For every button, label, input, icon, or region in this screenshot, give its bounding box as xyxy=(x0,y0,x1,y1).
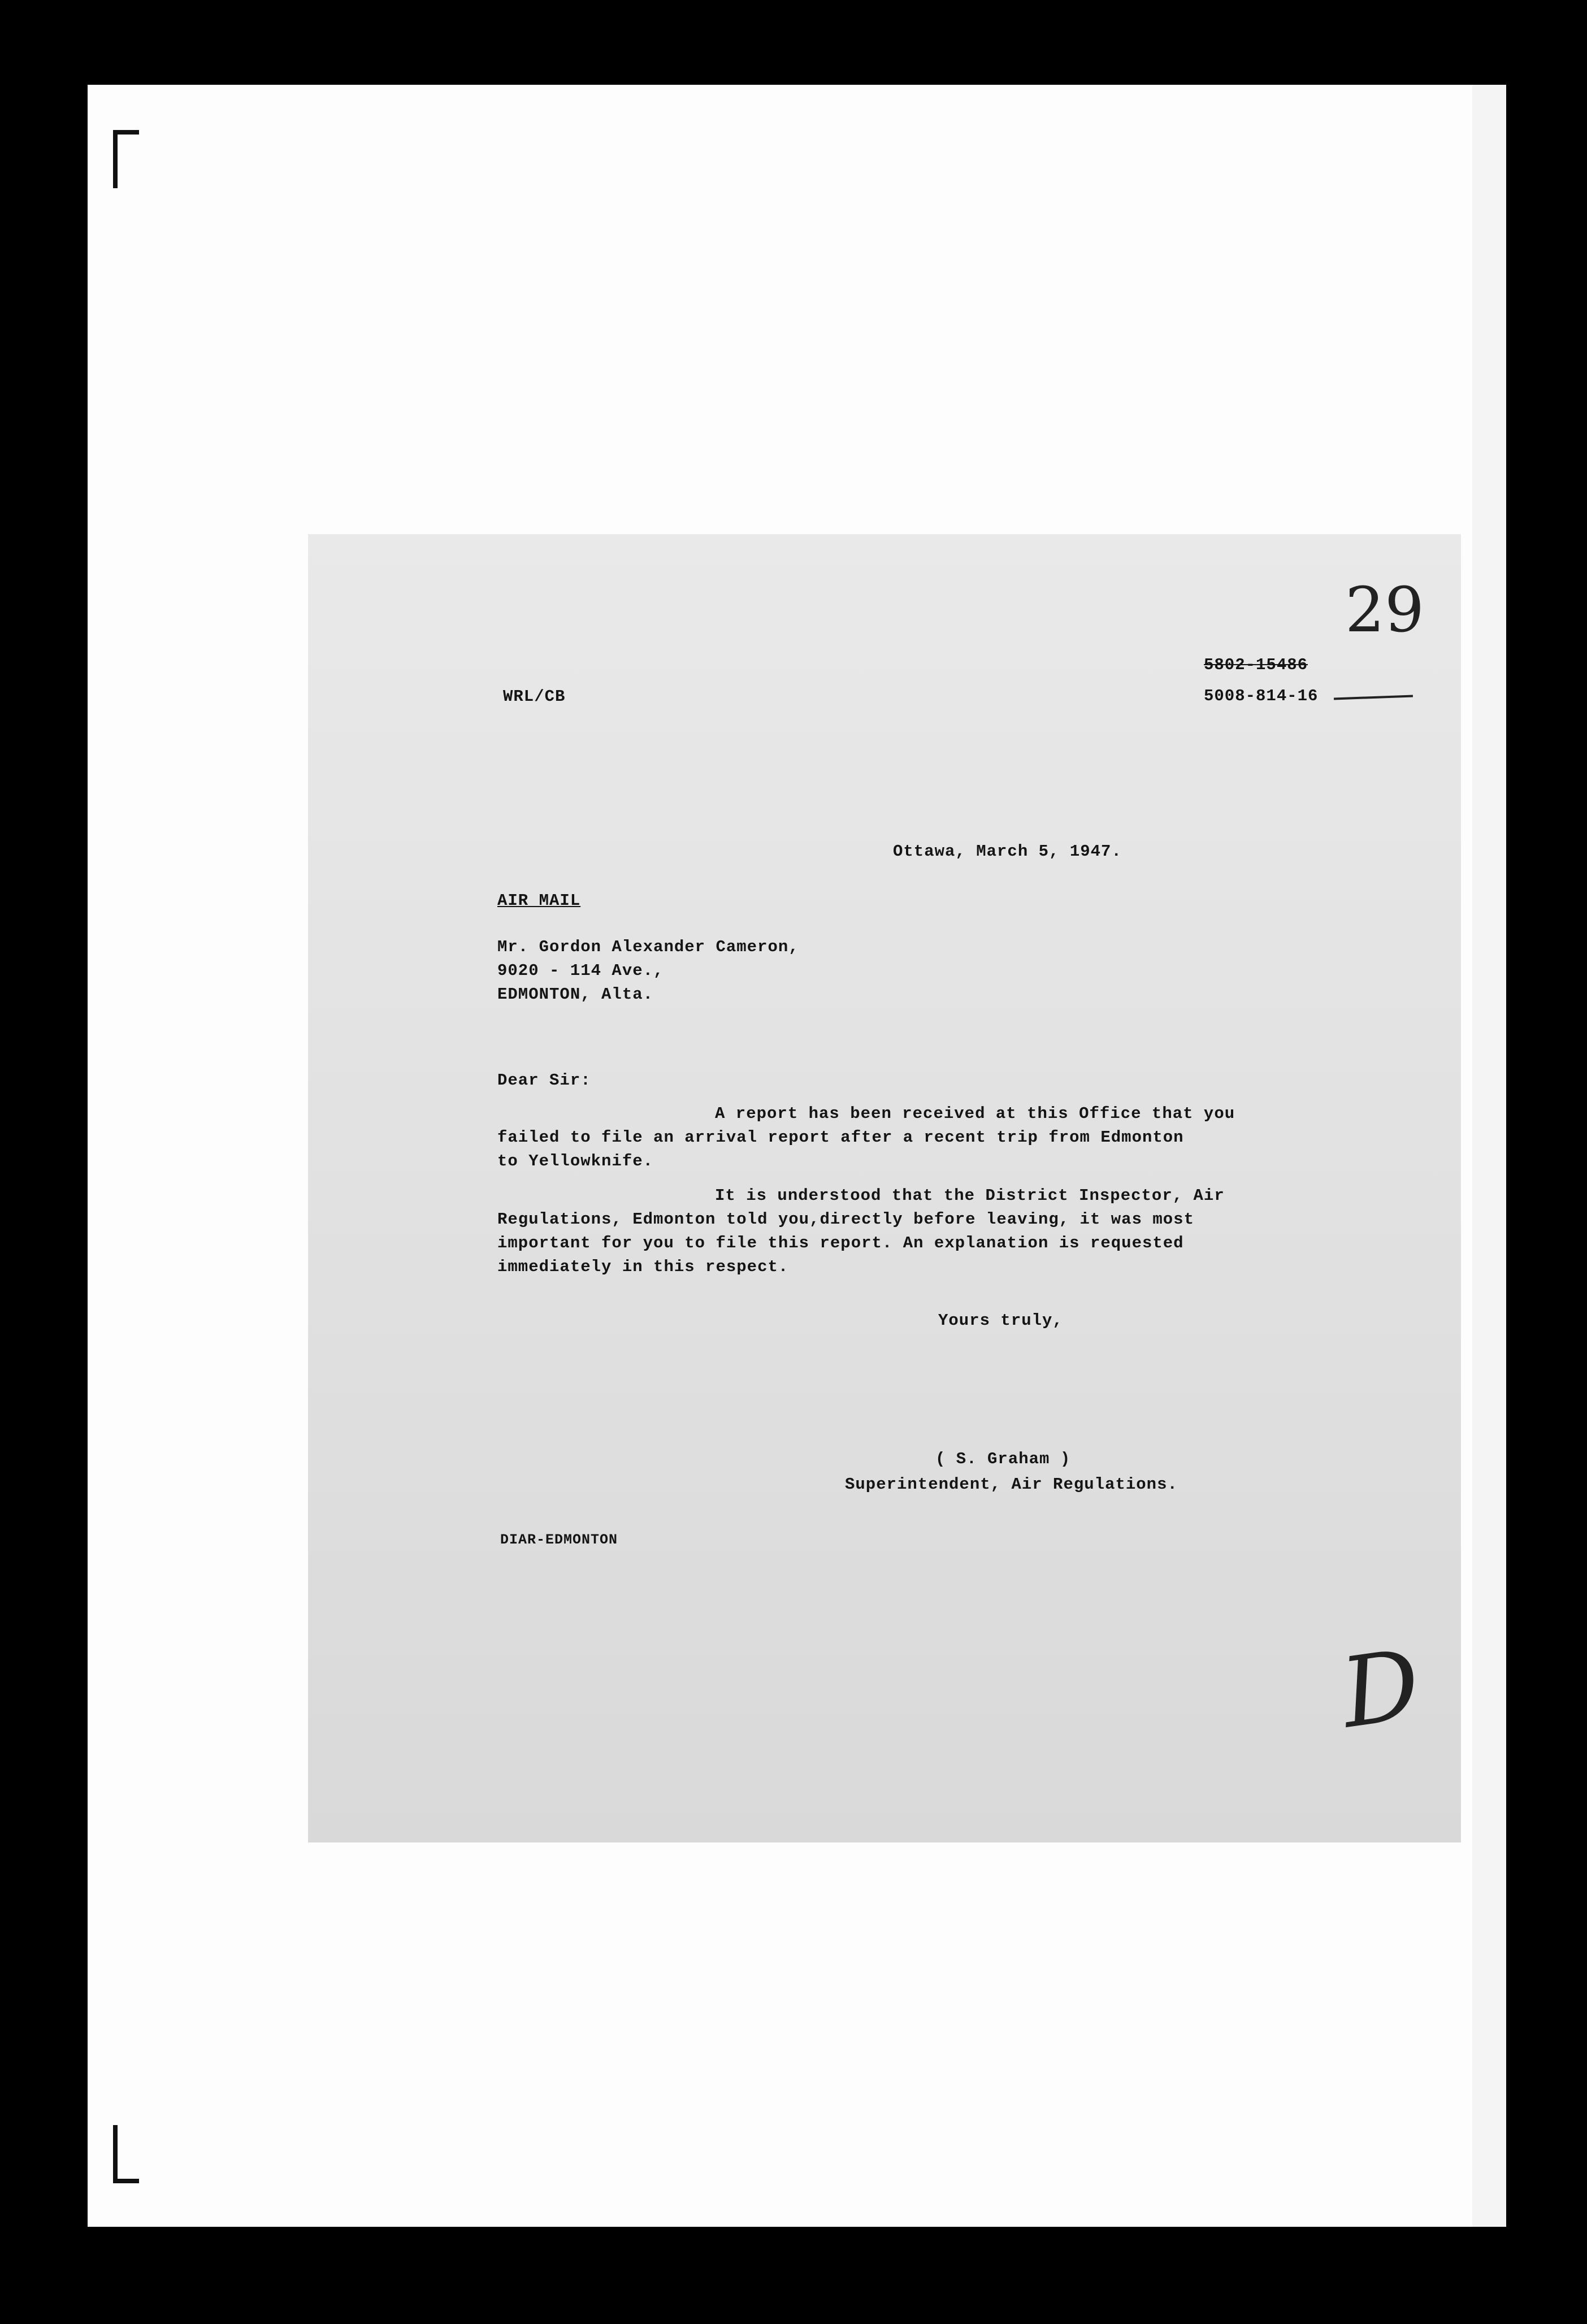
paragraph-1-line-3: to Yellowknife. xyxy=(497,1152,654,1170)
paragraph-2-line-3: important for you to file this report. An explanation is requested xyxy=(497,1234,1184,1252)
crop-mark-top-left xyxy=(113,130,139,188)
paragraph-1-line-1: A report has been received at this Office that you xyxy=(715,1104,1235,1123)
file-number: 5008-814-16 xyxy=(1204,687,1319,705)
paragraph-1 xyxy=(497,1102,1235,1173)
signatory-title: Superintendent, Air Regulations. xyxy=(845,1475,1178,1494)
address-line-2: 9020 - 114 Ave., xyxy=(497,961,664,980)
crop-mark-bottom-left xyxy=(113,2125,139,2183)
initial-mark-handwritten: D xyxy=(1334,1628,1427,1750)
delivery-method: AIR MAIL xyxy=(497,891,581,910)
signatory-name: ( S. Graham ) xyxy=(935,1450,1071,1468)
paragraph-2-line-2: Regulations, Edmonton told you,directly before leaving, it was most xyxy=(497,1210,1194,1229)
reference-initials: WRL/CB xyxy=(503,687,566,706)
paragraph-1-line-2: failed to file an arrival report after a recent trip from Edmonton xyxy=(497,1128,1184,1147)
paragraph-2-line-1: It is understood that the District Inspector, Air xyxy=(715,1186,1225,1205)
paragraph-2-line-4: immediately in this respect. xyxy=(497,1258,789,1276)
paragraph-2 xyxy=(497,1184,1225,1279)
page-edge xyxy=(1472,85,1506,2227)
carbon-copy: DIAR-EDMONTON xyxy=(500,1532,618,1548)
address-line-1: Mr. Gordon Alexander Cameron, xyxy=(497,938,799,956)
salutation: Dear Sir: xyxy=(497,1071,591,1090)
page-number-handwritten: 29 xyxy=(1345,574,1424,646)
file-number-struck: 5802-15486 xyxy=(1204,656,1308,674)
recipient-address xyxy=(497,935,799,1007)
date-line: Ottawa, March 5, 1947. xyxy=(893,842,1122,861)
address-line-3: EDMONTON, Alta. xyxy=(497,985,654,1004)
closing: Yours truly, xyxy=(938,1311,1063,1330)
